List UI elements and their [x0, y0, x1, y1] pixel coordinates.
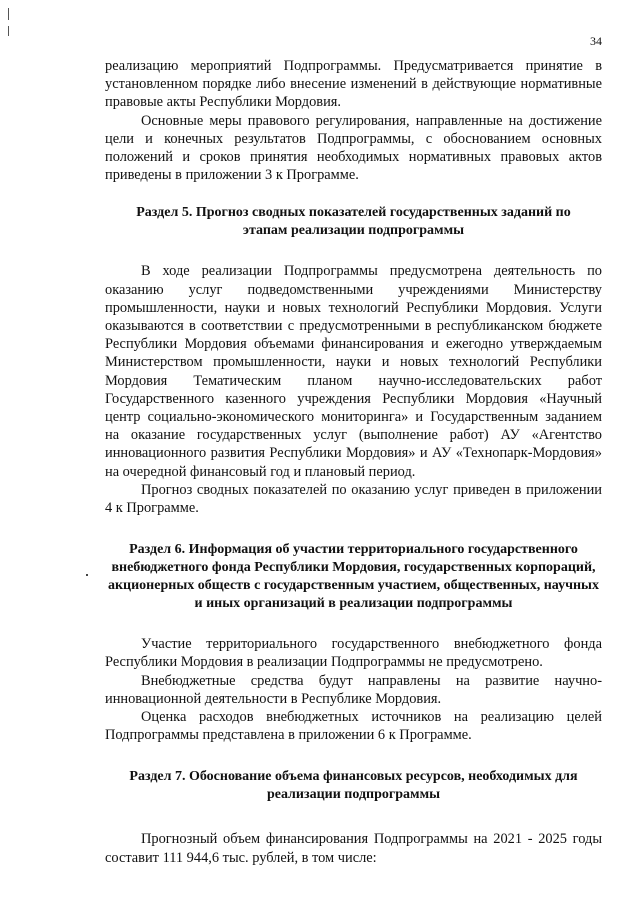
section-heading-7: Раздел 7. Обоснование объема финансовых ресурсов, необходимых для реализации подпрограммы — [129, 769, 578, 803]
paragraph: В ходе реализации Подпрограммы предусмотрена деятельность по оказанию услуг подведомственными учреждениями Министерству промышленности, науки и новых технологий Республики Мордовия. Услуги оказываются в соответствии с предусмотренными в республиканском бюджете Республики Мордовия объемами финансирования и ежегодно утверждаемым Министерством промышленности, науки и новых технологий Республики Мордовия Тематическим планом научно-исследовательских работ Государственного казенного учреждения Республики Мордовия «Научный центр социально-экономического мониторинга» и Государственным заданием на оказание государственных услуг (выполнение работ) АУ «Агентство инновационного развития Республики Мордовия» и АУ «Технопарк-Мордовия» на очередной финансовый год и плановый период. — [105, 263, 602, 480]
section-heading-6: Раздел 6. Информация об участии территориального государственного внебюджетного фонда Республики Мордовия, государственных корпораций, акционерных обществ с государственным участием, общественных, научных и иных организаций в реализации подпрограммы — [107, 542, 599, 612]
page-number: 34 — [590, 34, 602, 48]
scan-speck — [86, 574, 88, 576]
paragraph: Прогнозный объем финансирования Подпрограммы на 2021 - 2025 годы составит 111 944,6 тыс. рублей, в том числе: — [105, 831, 602, 866]
document-body — [105, 57, 602, 867]
scan-edge-mark — [8, 8, 9, 20]
scan-edge-mark — [8, 26, 9, 36]
section-heading-5: Раздел 5. Прогноз сводных показателей государственных заданий по этапам реализации подпрограммы — [136, 205, 571, 239]
paragraph: Прогноз сводных показателей по оказанию услуг приведен в приложении 4 к Программе. — [105, 481, 602, 517]
paragraph: Участие территориального государственного внебюджетного фонда Республики Мордовия в реализации Подпрограммы не предусмотрено. — [105, 636, 602, 671]
paragraph: Основные меры правового регулирования, направленные на достижение цели и конечных результатов Подпрограммы, с обоснованием основных положений и сроков принятия необходимых нормативных правовых актов приведены в приложении 3 к Программе. — [105, 112, 602, 184]
paragraph: Внебюджетные средства будут направлены на развитие научно-инновационной деятельности в Республике Мордовия. — [105, 672, 602, 707]
paragraph: Оценка расходов внебюджетных источников на реализацию целей Подпрограммы представлена в приложении 6 к Программе. — [105, 709, 602, 744]
paragraph: реализацию мероприятий Подпрограммы. Предусматривается принятие в установленном порядке либо внесение изменений в действующие нормативные правовые акты Республики Мордовия. — [105, 58, 602, 111]
